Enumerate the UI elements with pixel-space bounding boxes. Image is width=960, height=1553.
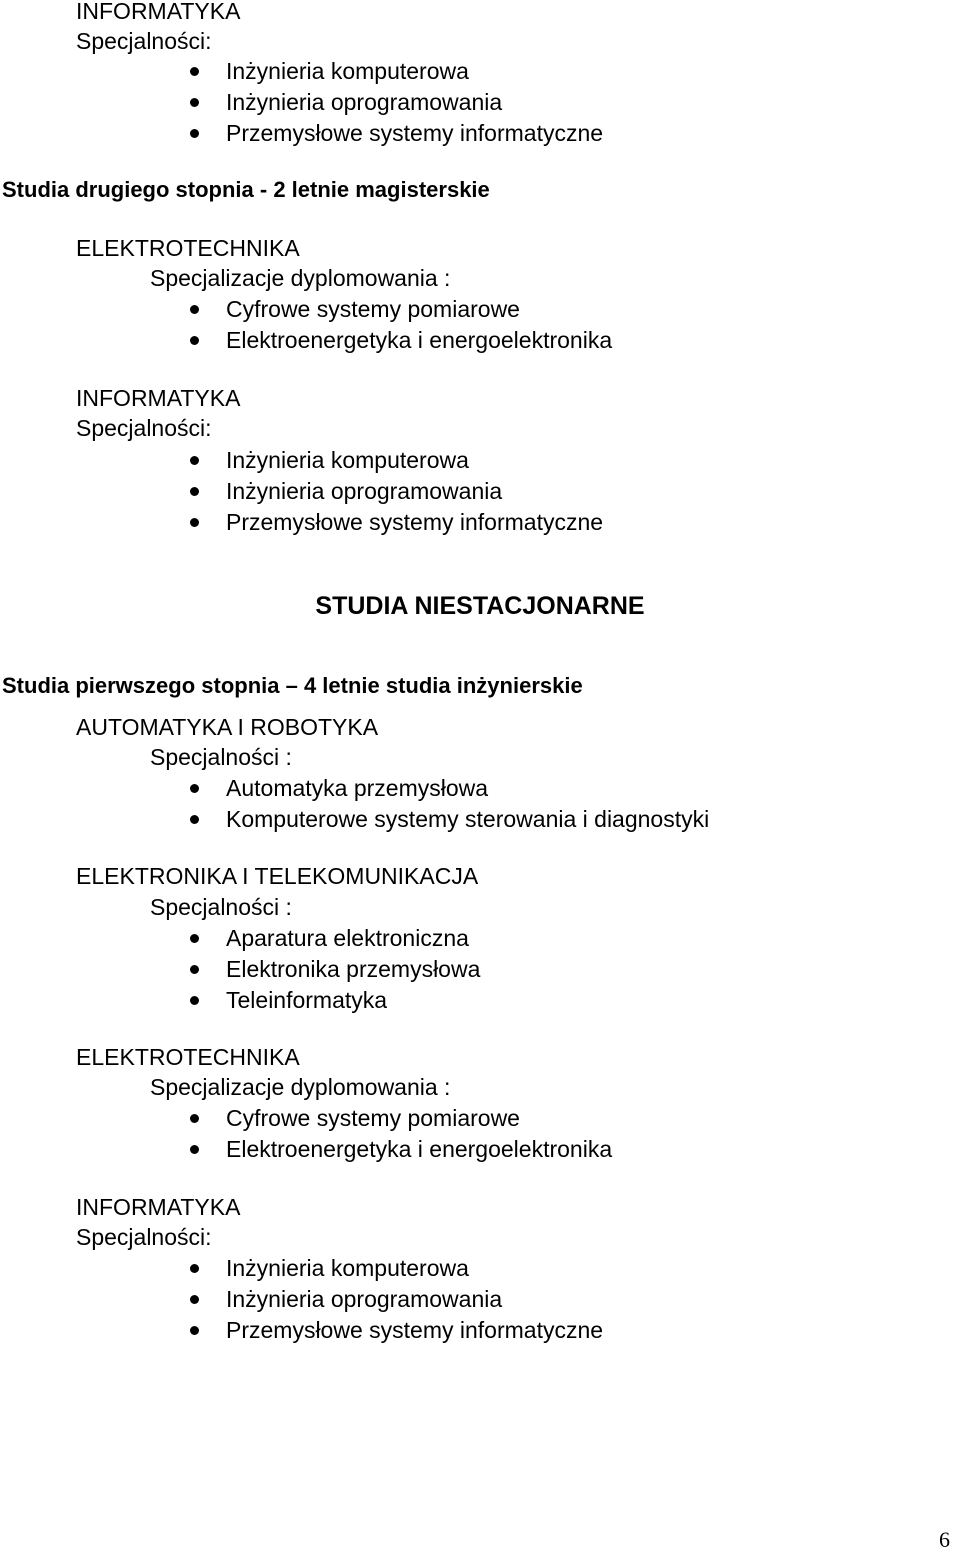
- list-item: Inżynieria komputerowa: [226, 447, 469, 473]
- list-item: Inżynieria oprogramowania: [226, 478, 503, 504]
- bullet-icon: [190, 336, 199, 345]
- list-item: Automatyka przemysłowa: [226, 775, 489, 801]
- bullet-icon: [190, 815, 199, 824]
- field-title: ELEKTRONIKA I TELEKOMUNIKACJA: [76, 863, 479, 889]
- section-heading-first-degree: Studia pierwszego stopnia – 4 letnie studia inżynierskie: [2, 673, 583, 698]
- list-item: Komputerowe systemy sterowania i diagnostyki: [226, 806, 710, 832]
- specialty-label: Specjalności:: [76, 415, 212, 441]
- bullet-icon: [190, 1264, 199, 1273]
- bullet-icon: [190, 965, 199, 974]
- field-title: INFORMATYKA: [76, 385, 241, 411]
- bullet-icon: [190, 1326, 199, 1335]
- field-title: INFORMATYKA: [76, 1194, 241, 1220]
- specialty-label: Specjalności :: [150, 894, 292, 920]
- bullet-icon: [190, 784, 199, 793]
- bullet-icon: [190, 305, 199, 314]
- list-item: Cyfrowe systemy pomiarowe: [226, 296, 520, 322]
- specialty-label: Specjalności:: [76, 28, 212, 54]
- list-item: Inżynieria komputerowa: [226, 58, 469, 84]
- bullet-icon: [190, 67, 199, 76]
- specialty-label: Specjalności :: [150, 744, 292, 770]
- bullet-icon: [190, 934, 199, 943]
- list-item: Elektroenergetyka i energoelektronika: [226, 1136, 613, 1162]
- bullet-icon: [190, 518, 199, 527]
- bullet-icon: [190, 98, 199, 107]
- field-title: ELEKTROTECHNIKA: [76, 1044, 300, 1070]
- bullet-icon: [190, 1145, 199, 1154]
- bullet-icon: [190, 1295, 199, 1304]
- bullet-icon: [190, 456, 199, 465]
- bullet-icon: [190, 1114, 199, 1123]
- section-title-part-time: STUDIA NIESTACJONARNE: [315, 592, 645, 620]
- bullet-icon: [190, 996, 199, 1005]
- bullet-icon: [190, 129, 199, 138]
- list-item: Przemysłowe systemy informatyczne: [226, 509, 604, 535]
- list-item: Cyfrowe systemy pomiarowe: [226, 1105, 520, 1131]
- bullet-icon: [190, 487, 199, 496]
- list-item: Aparatura elektroniczna: [226, 925, 469, 951]
- field-title: AUTOMATYKA I ROBOTYKA: [76, 714, 379, 740]
- page-number: 6: [939, 1527, 950, 1552]
- list-item: Teleinformatyka: [226, 987, 388, 1013]
- list-item: Przemysłowe systemy informatyczne: [226, 120, 604, 146]
- field-title: ELEKTROTECHNIKA: [76, 235, 300, 261]
- list-item: Przemysłowe systemy informatyczne: [226, 1317, 604, 1343]
- section-heading-second-degree: Studia drugiego stopnia - 2 letnie magisterskie: [2, 177, 490, 202]
- specialty-label: Specjalności:: [76, 1224, 212, 1250]
- field-title: INFORMATYKA: [76, 0, 241, 24]
- list-item: Elektronika przemysłowa: [226, 956, 481, 982]
- specialization-label: Specjalizacje dyplomowania :: [150, 1074, 451, 1100]
- list-item: Elektroenergetyka i energoelektronika: [226, 327, 613, 353]
- specialization-label: Specjalizacje dyplomowania :: [150, 265, 451, 291]
- list-item: Inżynieria oprogramowania: [226, 1286, 503, 1312]
- list-item: Inżynieria oprogramowania: [226, 89, 503, 115]
- list-item: Inżynieria komputerowa: [226, 1255, 469, 1281]
